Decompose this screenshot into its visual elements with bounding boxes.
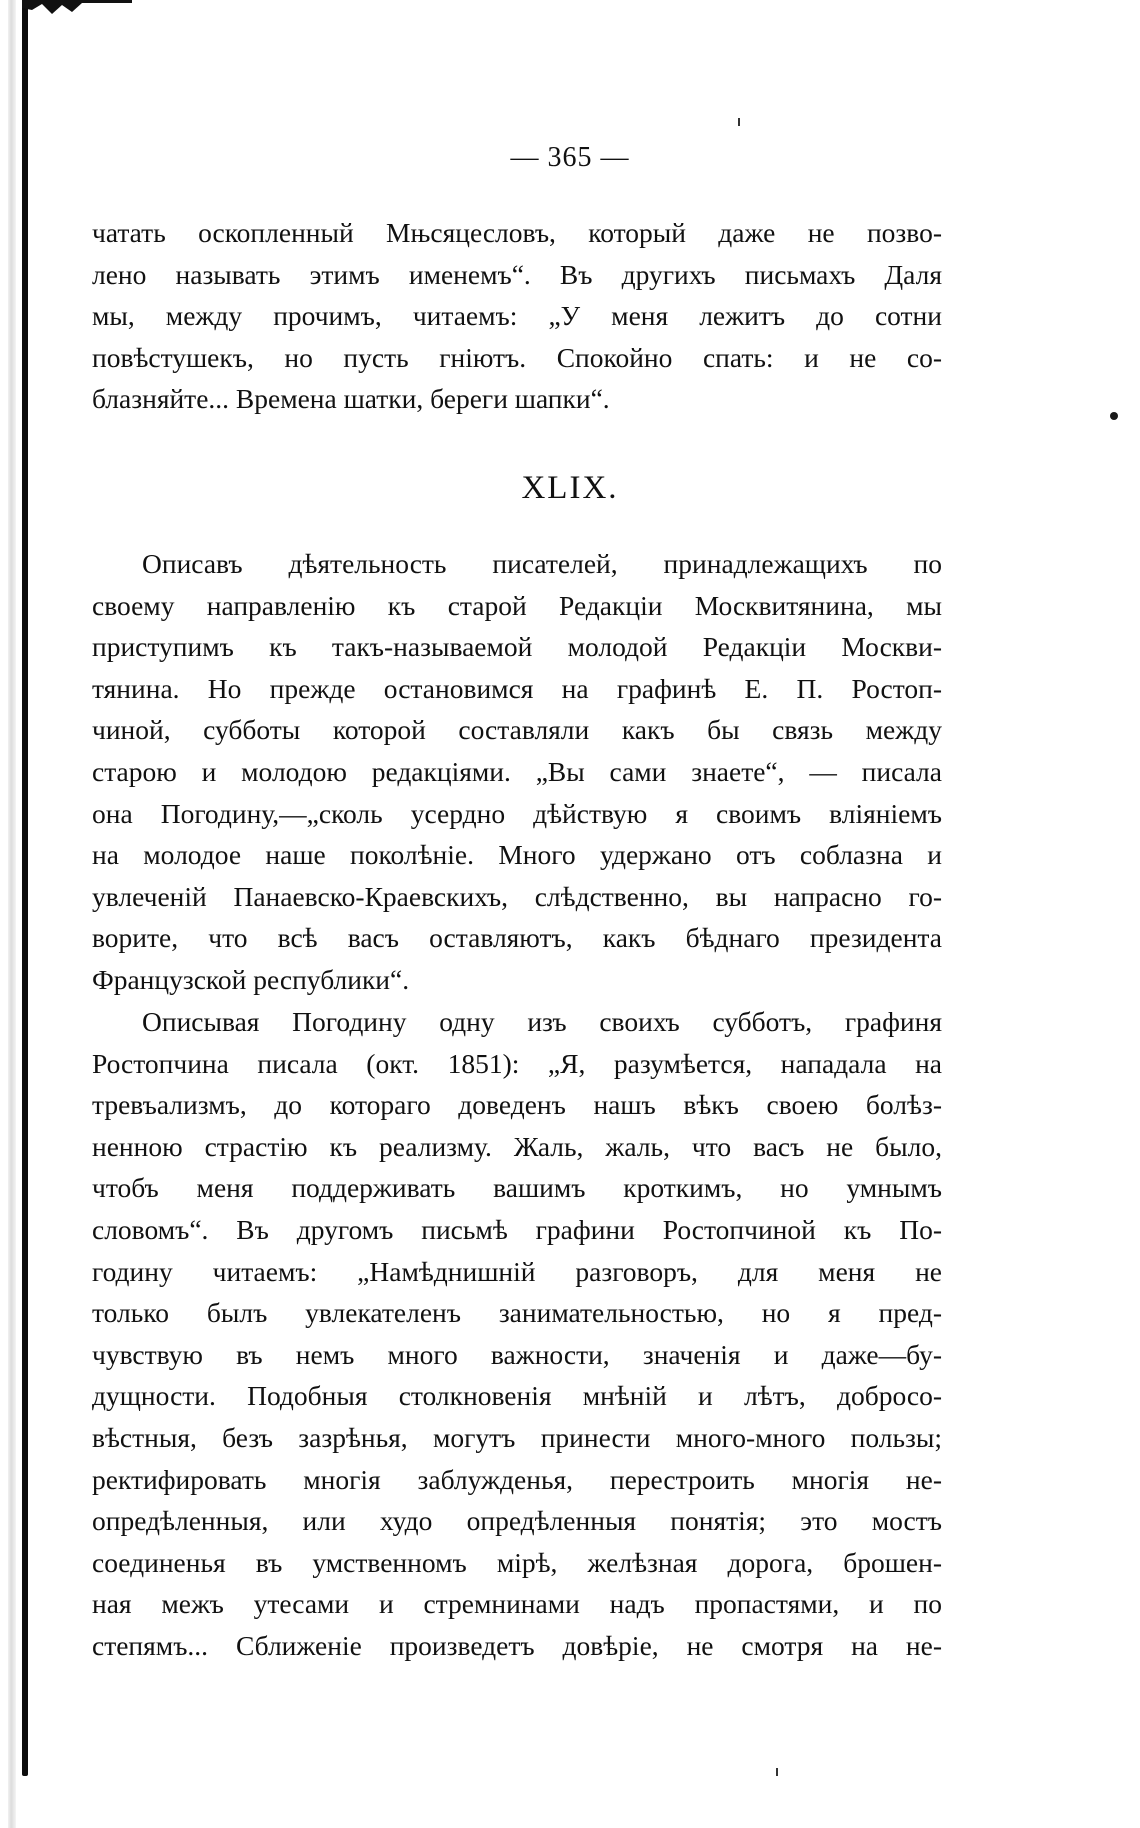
continuation-paragraph: [92, 212, 942, 420]
text-line: увлеченій Панаевско-Краевскихъ, слѣдственно, вы напрасно го-: [92, 880, 942, 912]
paragraph-1: [92, 543, 942, 1001]
text-line: Французской республики“.: [92, 963, 410, 995]
text-line: вѣстныя, безъ зазрѣнья, могутъ принести много-много пользы;: [92, 1421, 942, 1453]
text-line: ненною страстію къ реализму. Жаль, жаль, что васъ не было,: [92, 1130, 942, 1162]
ink-speck: [1110, 412, 1118, 420]
text-line: степямъ... Сближеніе произведетъ довѣріе, не смотря на не-: [92, 1629, 942, 1661]
text-line: словомъ“. Въ другомъ письмѣ графини Ростопчиной къ По-: [92, 1213, 942, 1245]
text-line: соединенья въ умственномъ мірѣ, желѣзная дорога, брошен-: [92, 1546, 942, 1578]
text-line: только былъ увлекателенъ занимательностью, но я пред-: [92, 1297, 942, 1329]
ink-speck: [738, 118, 740, 126]
text-line: блазняйте... Времена шатки, береги шапки“.: [92, 383, 610, 415]
text-line: чтобъ меня поддерживать вашимъ кроткимъ, но умнымъ: [92, 1172, 942, 1204]
text-line: она Погодину,—„сколь усердно дѣйствую я своимъ вліяніемъ: [92, 797, 942, 829]
text-line: тревъализмъ, до котораго доведенъ нашъ вѣкъ своею болѣз-: [92, 1089, 942, 1121]
text-line: чувствую въ немъ много важности, значенія и даже—бу-: [92, 1338, 942, 1370]
text-line: на молодое наше поколѣніе. Много удержано отъ соблазна и: [92, 839, 942, 871]
page-number: — 365 —: [510, 142, 630, 173]
text-line: ная межъ утесами и стремнинами надъ пропастями, и по: [92, 1588, 942, 1620]
paragraph-2: [92, 1001, 942, 1667]
text-line: чатать оскопленный Мњсяцесловъ, который даже не позво-: [92, 217, 942, 248]
text-line: старою и молодою редакціями. „Вы сами знаете“, — писала: [92, 755, 942, 787]
text-line: Ростопчина писала (окт. 1851): „Я, разумѣется, нападала на: [92, 1047, 942, 1079]
text-line: Описавъ дѣятельность писателей, принадлежащихъ по: [142, 548, 942, 579]
text-line: своему направленію къ старой Редакціи Москвитянина, мы: [92, 589, 942, 621]
text-line: повѣстушекъ, но пусть гніютъ. Спокойно спать: и не со-: [92, 341, 942, 373]
text-line: тянина. Но прежде остановимся на графинѣ Е. П. Ростоп-: [92, 672, 942, 704]
text-line: опредѣленныя, или худо опредѣленныя понятія; это мостъ: [92, 1505, 942, 1537]
scan-edge-shadow: [8, 0, 16, 1828]
chapter-heading: XLIX.: [521, 470, 619, 506]
text-line: приступимъ къ такъ-называемой молодой Редакціи Москви-: [92, 631, 942, 663]
scan-left-border: [22, 6, 28, 1776]
text-line: годину читаемъ: „Намѣднишній разговоръ, для меня не: [92, 1255, 942, 1287]
text-line: ректифировать многія заблужденья, перестроить многія не-: [92, 1463, 942, 1495]
ink-speck: [776, 1768, 778, 1776]
text-line: Описывая Погодину одну изъ своихъ субботъ, графиня: [142, 1006, 942, 1037]
text-line: мы, между прочимъ, читаемъ: „У меня лежитъ до сотни: [92, 300, 942, 332]
text-line: чиной, субботы которой составляли какъ бы связь между: [92, 714, 942, 746]
text-line: дущности. Подобныя столкновенія мнѣній и лѣтъ, добросо-: [92, 1380, 942, 1412]
text-line: лено называть этимъ именемъ“. Въ другихъ письмахъ Даля: [92, 258, 942, 290]
text-line: ворите, что всѣ васъ оставляютъ, какъ бѣднаго президента: [92, 922, 942, 954]
scan-corner-mark: [22, 0, 132, 18]
